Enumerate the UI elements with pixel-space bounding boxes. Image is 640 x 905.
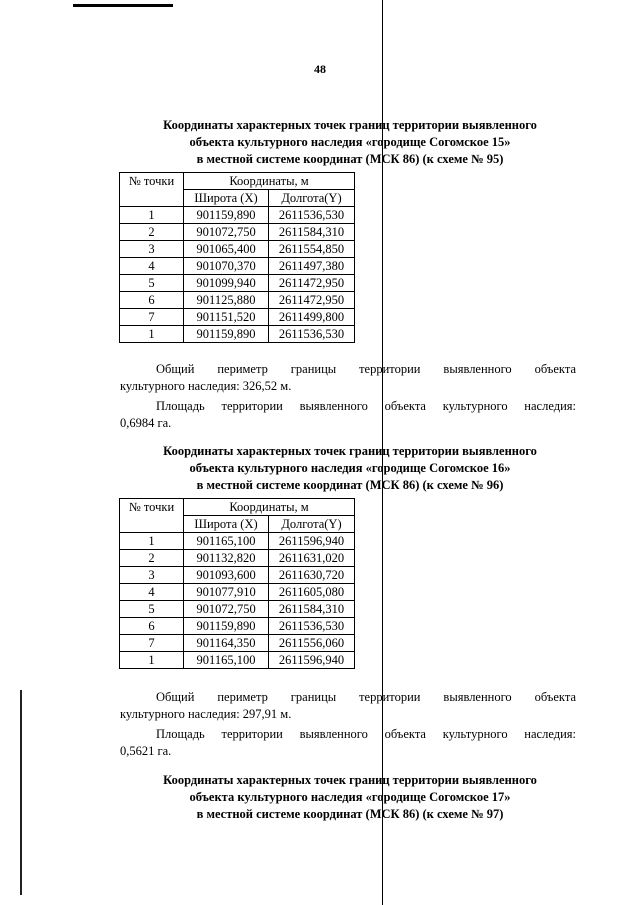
title-line: в местной системе координат (МСК 86) (к схеме № 96) xyxy=(196,478,504,492)
table-header-row xyxy=(120,173,355,190)
cell-point: 5 xyxy=(120,275,184,292)
area-paragraph-1 xyxy=(120,398,576,432)
cell-x: 901099,940 xyxy=(184,275,269,292)
coordinates-table-1 xyxy=(119,172,355,343)
cell-y: 2611472,950 xyxy=(269,275,355,292)
section-title-3 xyxy=(120,772,580,823)
cell-y: 2611584,310 xyxy=(269,601,355,618)
title-line: Координаты характерных точек границ территории выявленного xyxy=(163,773,537,787)
table-row xyxy=(120,601,355,618)
cell-y: 2611596,940 xyxy=(269,652,355,669)
title-line: Координаты характерных точек границ территории выявленного xyxy=(163,118,537,132)
table-row xyxy=(120,652,355,669)
table-row xyxy=(120,275,355,292)
cell-x: 901151,520 xyxy=(184,309,269,326)
cell-x: 901065,400 xyxy=(184,241,269,258)
cell-x: 901072,750 xyxy=(184,601,269,618)
cell-x: 901164,350 xyxy=(184,635,269,652)
cell-point: 4 xyxy=(120,258,184,275)
cell-x: 901165,100 xyxy=(184,652,269,669)
header-point-no: № точки xyxy=(120,499,184,533)
cell-y: 2611630,720 xyxy=(269,567,355,584)
cell-x: 901159,890 xyxy=(184,207,269,224)
header-longitude: Долгота(Y) xyxy=(269,516,355,533)
header-latitude: Широта (X) xyxy=(184,516,269,533)
cell-point: 1 xyxy=(120,533,184,550)
cell-point: 7 xyxy=(120,635,184,652)
cell-y: 2611584,310 xyxy=(269,224,355,241)
cell-y: 2611596,940 xyxy=(269,533,355,550)
area-line: 0,5621 га. xyxy=(120,744,172,758)
cell-y: 2611605,080 xyxy=(269,584,355,601)
table-row xyxy=(120,241,355,258)
cell-point: 7 xyxy=(120,309,184,326)
cell-point: 3 xyxy=(120,567,184,584)
table-row xyxy=(120,292,355,309)
area-paragraph-2 xyxy=(120,726,576,760)
header-coordinates: Координаты, м xyxy=(184,173,355,190)
perimeter-line: культурного наследия: 297,91 м. xyxy=(120,707,292,721)
cell-point: 5 xyxy=(120,601,184,618)
header-latitude: Широта (X) xyxy=(184,190,269,207)
title-line: Координаты характерных точек границ территории выявленного xyxy=(163,444,537,458)
perimeter-paragraph-1 xyxy=(120,361,576,395)
cell-x: 901165,100 xyxy=(184,533,269,550)
cell-y: 2611472,950 xyxy=(269,292,355,309)
area-line: Площадь территории выявленного объекта культурного наследия: xyxy=(156,727,576,741)
scan-artifact-margin xyxy=(20,690,22,895)
cell-point: 6 xyxy=(120,292,184,309)
perimeter-paragraph-2 xyxy=(120,689,576,723)
cell-point: 1 xyxy=(120,207,184,224)
coordinates-table-2 xyxy=(119,498,355,669)
header-point-no: № точки xyxy=(120,173,184,207)
cell-y: 2611554,850 xyxy=(269,241,355,258)
cell-x: 901132,820 xyxy=(184,550,269,567)
table-header-row xyxy=(120,499,355,516)
cell-point: 2 xyxy=(120,550,184,567)
header-longitude: Долгота(Y) xyxy=(269,190,355,207)
table-row xyxy=(120,567,355,584)
cell-point: 4 xyxy=(120,584,184,601)
cell-x: 901159,890 xyxy=(184,326,269,343)
table-row xyxy=(120,326,355,343)
title-line: объекта культурного наследия «городище Согомское 16» xyxy=(189,461,511,475)
cell-x: 901093,600 xyxy=(184,567,269,584)
scan-artifact-bar xyxy=(73,4,173,7)
section-title-2 xyxy=(120,443,580,494)
header-coordinates: Координаты, м xyxy=(184,499,355,516)
cell-point: 1 xyxy=(120,326,184,343)
title-line: в местной системе координат (МСК 86) (к схеме № 95) xyxy=(196,152,504,166)
cell-x: 901125,880 xyxy=(184,292,269,309)
cell-y: 2611631,020 xyxy=(269,550,355,567)
cell-x: 901070,370 xyxy=(184,258,269,275)
perimeter-line: Общий периметр границы территории выявленного объекта xyxy=(156,690,576,704)
table-row xyxy=(120,635,355,652)
page-number: 48 xyxy=(314,62,326,76)
title-line: объекта культурного наследия «городище Согомское 15» xyxy=(189,135,511,149)
table-row xyxy=(120,258,355,275)
cell-point: 1 xyxy=(120,652,184,669)
cell-point: 6 xyxy=(120,618,184,635)
table-row xyxy=(120,618,355,635)
cell-y: 2611497,380 xyxy=(269,258,355,275)
perimeter-line: Общий периметр границы территории выявленного объекта xyxy=(156,362,576,376)
cell-x: 901077,910 xyxy=(184,584,269,601)
table-row xyxy=(120,533,355,550)
area-line: Площадь территории выявленного объекта культурного наследия: xyxy=(156,399,576,413)
title-line: в местной системе координат (МСК 86) (к схеме № 97) xyxy=(196,807,504,821)
table-row xyxy=(120,224,355,241)
perimeter-line: культурного наследия: 326,52 м. xyxy=(120,379,292,393)
cell-y: 2611499,800 xyxy=(269,309,355,326)
table-row xyxy=(120,207,355,224)
title-line: объекта культурного наследия «городище Согомское 17» xyxy=(189,790,511,804)
cell-point: 2 xyxy=(120,224,184,241)
cell-y: 2611536,530 xyxy=(269,326,355,343)
area-line: 0,6984 га. xyxy=(120,416,172,430)
cell-x: 901072,750 xyxy=(184,224,269,241)
cell-y: 2611556,060 xyxy=(269,635,355,652)
table-row xyxy=(120,550,355,567)
cell-y: 2611536,530 xyxy=(269,207,355,224)
cell-point: 3 xyxy=(120,241,184,258)
cell-y: 2611536,530 xyxy=(269,618,355,635)
table-row xyxy=(120,584,355,601)
table-row xyxy=(120,309,355,326)
section-title-1 xyxy=(120,117,580,168)
cell-x: 901159,890 xyxy=(184,618,269,635)
